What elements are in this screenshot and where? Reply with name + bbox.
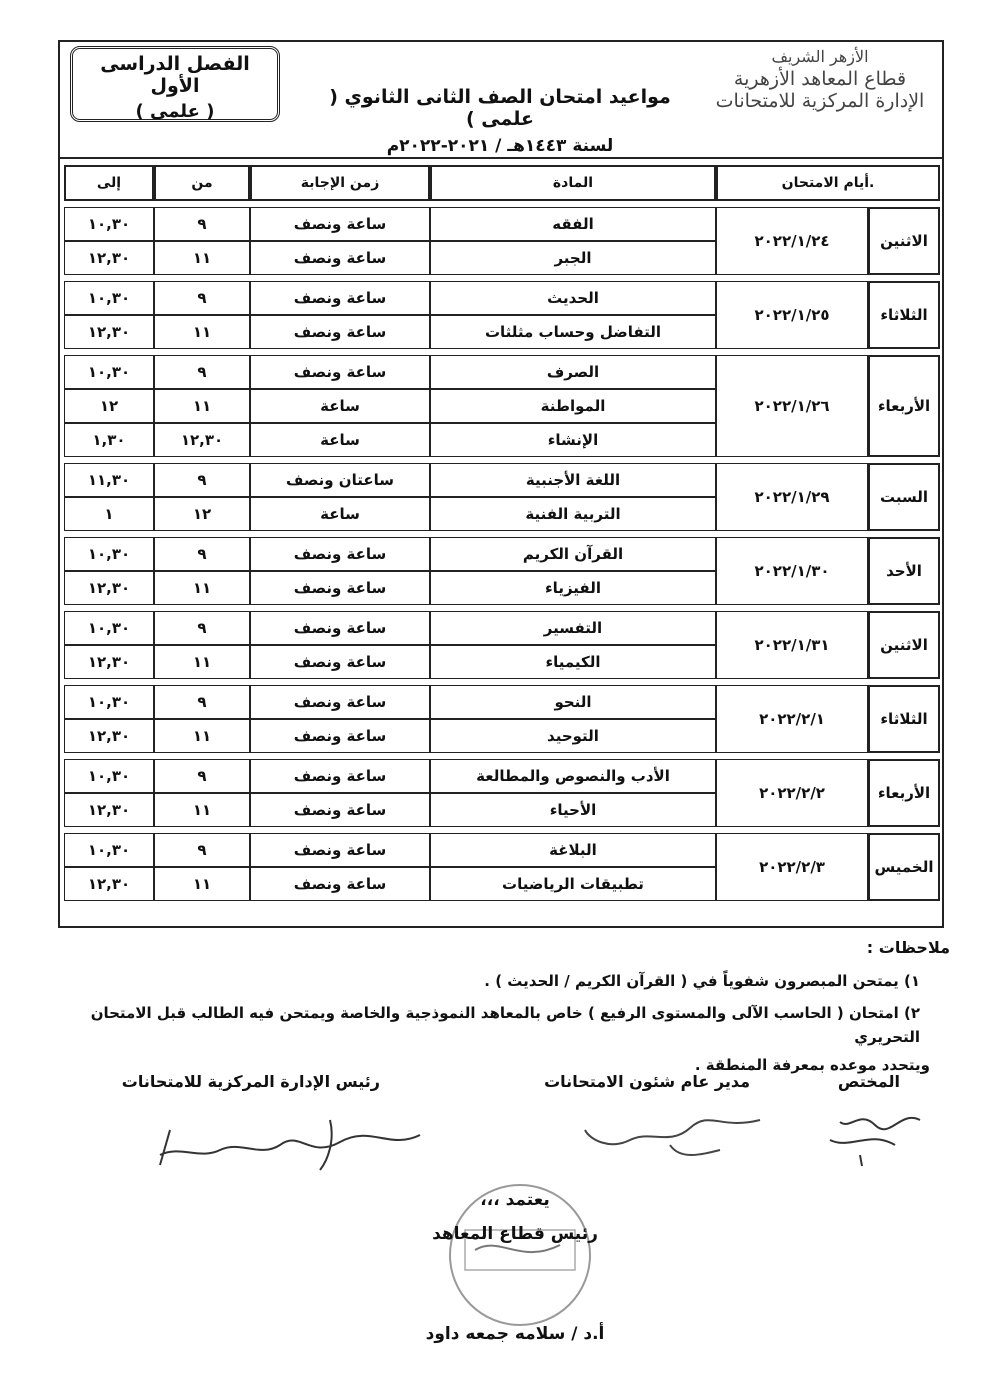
to-cell: ١٢,٣٠ [64, 315, 154, 349]
date-cell: ٢٠٢٢/١/٢٦ [716, 355, 868, 457]
duration-cell: ساعة ونصف [250, 759, 430, 793]
duration-cell: ساعة ونصف [250, 537, 430, 571]
from-cell: ١١ [154, 867, 250, 901]
from-cell: ٩ [154, 611, 250, 645]
duration-cell: ساعة ونصف [250, 611, 430, 645]
to-cell: ١٢,٣٠ [64, 793, 154, 827]
from-cell: ٩ [154, 685, 250, 719]
header-days: .أيام الامتحان [716, 165, 940, 201]
to-cell: ١٠,٣٠ [64, 685, 154, 719]
note-2: ٢) امتحان ( الحاسب الآلى والمستوى الرفيع ) خاص بالمعاهد النموذجية والخاصة ويمتحن فيه الطالب قبل الامتحان التحريري [90, 1004, 920, 1046]
day-cell: السبت [868, 463, 940, 531]
from-cell: ١١ [154, 315, 250, 349]
title-line-1: مواعيد امتحان الصف الثانى الثانوي ( علمى ) [329, 86, 671, 130]
from-cell: ١١ [154, 571, 250, 605]
notes-heading: ملاحظات : [866, 938, 950, 957]
table-row [64, 759, 940, 793]
header-to: إلى [64, 165, 154, 201]
date-cell: ٢٠٢٢/٢/١ [716, 685, 868, 753]
date-cell: ٢٠٢٢/١/٣٠ [716, 537, 868, 605]
duration-cell: ساعة ونصف [250, 833, 430, 867]
duration-cell: ساعة ونصف [250, 281, 430, 315]
from-cell: ٩ [154, 281, 250, 315]
table-row [64, 281, 940, 315]
day-cell: الخميس [868, 833, 940, 901]
subject-cell: الصرف [430, 355, 716, 389]
notes-section [70, 938, 950, 1077]
approval-block [390, 1190, 640, 1358]
organization-header [700, 46, 940, 112]
exam-schedule-table [64, 165, 940, 901]
org-line-1: الأزهر الشريف [771, 47, 869, 66]
subject-cell: الأدب والنصوص والمطالعة [430, 759, 716, 793]
subject-cell: تطبيقات الرياضيات [430, 867, 716, 901]
day-cell: الأربعاء [868, 759, 940, 827]
to-cell: ١٢,٣٠ [64, 719, 154, 753]
duration-cell: ساعة ونصف [250, 685, 430, 719]
duration-cell: ساعة [250, 389, 430, 423]
date-cell: ٢٠٢٢/١/٢٤ [716, 207, 868, 275]
duration-cell: ساعة ونصف [250, 315, 430, 349]
date-cell: ٢٠٢٢/١/٢٩ [716, 463, 868, 531]
day-cell: الثلاثاء [868, 685, 940, 753]
subject-cell: التفاضل وحساب مثلثات [430, 315, 716, 349]
from-cell: ١٢ [154, 497, 250, 531]
subject-cell: التوحيد [430, 719, 716, 753]
table-row [64, 611, 940, 645]
to-cell: ١ [64, 497, 154, 531]
duration-cell: ساعة [250, 497, 430, 531]
from-cell: ٩ [154, 463, 250, 497]
from-cell: ٩ [154, 207, 250, 241]
term-label: الفصل الدراسى الأول [100, 53, 250, 97]
subject-cell: الإنشاء [430, 423, 716, 457]
subject-cell: المواطنة [430, 389, 716, 423]
subject-cell: الجبر [430, 241, 716, 275]
subject-cell: البلاغة [430, 833, 716, 867]
day-cell: الأحد [868, 537, 940, 605]
table-row [64, 355, 940, 389]
table-header-row [64, 165, 940, 201]
header-subject: المادة [430, 165, 716, 201]
to-cell: ١٢,٣٠ [64, 241, 154, 275]
date-cell: ٢٠٢٢/١/٣١ [716, 611, 868, 679]
duration-cell: ساعة ونصف [250, 241, 430, 275]
table-row [64, 207, 940, 241]
approver-name: أ.د / سلامه جمعه داود [425, 1324, 605, 1344]
duration-cell: ساعة ونصف [250, 571, 430, 605]
date-cell: ٢٠٢٢/٢/٢ [716, 759, 868, 827]
to-cell: ١٢ [64, 389, 154, 423]
from-cell: ١١ [154, 389, 250, 423]
header-duration: زمن الإجابة [250, 165, 430, 201]
general-manager-label: مدير عام شئون الامتحانات [544, 1072, 750, 1091]
duration-cell: ساعة [250, 423, 430, 457]
specialist-label: المختص [837, 1072, 900, 1091]
day-cell: الاثنين [868, 611, 940, 679]
header-divider [58, 157, 944, 159]
subject-cell: الكيمياء [430, 645, 716, 679]
to-cell: ١٢,٣٠ [64, 645, 154, 679]
manager-signature-icon [570, 1100, 770, 1170]
day-cell: الاثنين [868, 207, 940, 275]
org-line-3: الإدارة المركزية للامتحانات [715, 90, 925, 112]
subject-cell: الفيزياء [430, 571, 716, 605]
from-cell: ٩ [154, 833, 250, 867]
subject-cell: الحديث [430, 281, 716, 315]
duration-cell: ساعة ونصف [250, 645, 430, 679]
title-line-2: لسنة ١٤٤٣هـ / ٢٠٢١-٢٠٢٢م [386, 136, 614, 156]
day-cell: الأربعاء [868, 355, 940, 457]
subject-cell: النحو [430, 685, 716, 719]
from-cell: ١١ [154, 645, 250, 679]
subject-cell: التربية الفنية [430, 497, 716, 531]
subject-cell: التفسير [430, 611, 716, 645]
duration-cell: ساعتان ونصف [250, 463, 430, 497]
subject-cell: اللغة الأجنبية [430, 463, 716, 497]
central-head-signature-icon [130, 1110, 430, 1180]
date-cell: ٢٠٢٢/١/٢٥ [716, 281, 868, 349]
duration-cell: ساعة ونصف [250, 719, 430, 753]
org-line-2: قطاع المعاهد الأزهرية [733, 68, 907, 90]
term-box [70, 46, 280, 122]
to-cell: ١,٣٠ [64, 423, 154, 457]
to-cell: ١٠,٣٠ [64, 281, 154, 315]
to-cell: ١٢,٣٠ [64, 867, 154, 901]
page-title [300, 86, 700, 156]
duration-cell: ساعة ونصف [250, 355, 430, 389]
to-cell: ١٠,٣٠ [64, 611, 154, 645]
from-cell: ١١ [154, 241, 250, 275]
note-1: ١) يمتحن المبصرون شفوياً في ( القرآن الكريم / الحديث ) . [484, 972, 920, 990]
note-2-continued: ويتحدد موعده بمعرفة المنطقة . [694, 1056, 930, 1074]
table-row [64, 685, 940, 719]
approval-title: رئيس قطاع المعاهد [432, 1224, 598, 1244]
duration-cell: ساعة ونصف [250, 207, 430, 241]
day-cell: الثلاثاء [868, 281, 940, 349]
duration-cell: ساعة ونصف [250, 793, 430, 827]
from-cell: ١١ [154, 719, 250, 753]
from-cell: ٩ [154, 759, 250, 793]
to-cell: ١٢,٣٠ [64, 571, 154, 605]
from-cell: ٩ [154, 537, 250, 571]
from-cell: ١١ [154, 793, 250, 827]
to-cell: ١٠,٣٠ [64, 207, 154, 241]
duration-cell: ساعة ونصف [250, 867, 430, 901]
to-cell: ١٠,٣٠ [64, 537, 154, 571]
from-cell: ٩ [154, 355, 250, 389]
approval-label: يعتمد ،،، [480, 1190, 550, 1210]
specialist-signature-icon [800, 1100, 930, 1170]
date-cell: ٢٠٢٢/٢/٣ [716, 833, 868, 901]
subject-cell: الأحياء [430, 793, 716, 827]
subject-cell: الفقه [430, 207, 716, 241]
central-head-label: رئيس الإدارة المركزية للامتحانات [121, 1072, 380, 1091]
to-cell: ١١,٣٠ [64, 463, 154, 497]
to-cell: ١٠,٣٠ [64, 355, 154, 389]
table-row [64, 833, 940, 867]
table-row [64, 537, 940, 571]
table-row [64, 463, 940, 497]
to-cell: ١٠,٣٠ [64, 759, 154, 793]
subject-cell: القرآن الكريم [430, 537, 716, 571]
track-label: ( علمى ) [135, 101, 215, 122]
from-cell: ١٢,٣٠ [154, 423, 250, 457]
to-cell: ١٠,٣٠ [64, 833, 154, 867]
header-from: من [154, 165, 250, 201]
